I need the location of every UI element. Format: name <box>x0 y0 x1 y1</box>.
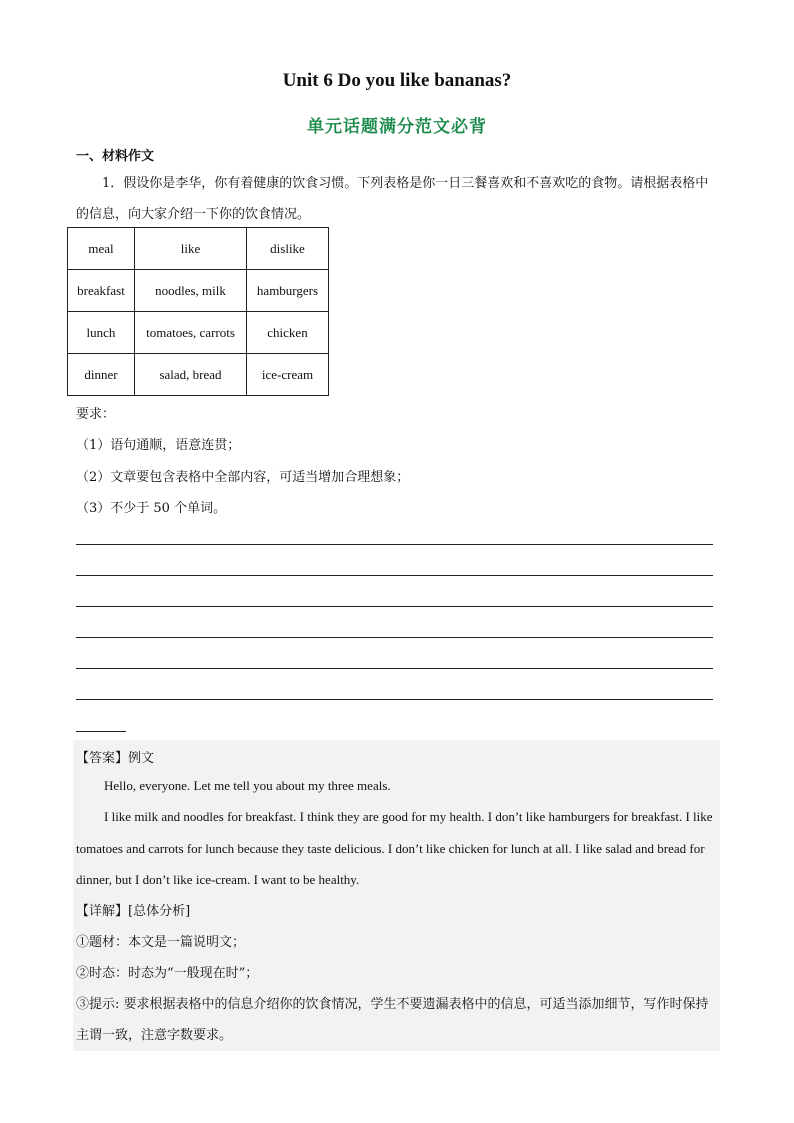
detail-item: ②时态：时态为“一般现在时”； <box>76 966 259 981</box>
table-cell: lunch <box>68 312 135 354</box>
requirement-item: （1）语句通顺，语意连贯； <box>76 438 241 453</box>
table-header-cell: like <box>135 228 247 270</box>
detail-item: ①题材：本文是一篇说明文； <box>76 935 246 950</box>
section-heading: 一、材料作文 <box>76 149 155 164</box>
table-cell: noodles, milk <box>135 270 247 312</box>
answer-paragraph: Hello, everyone. Let me tell you about my three meals. <box>104 778 391 793</box>
writing-prompt: 1．假设你是李华，你有着健康的饮食习惯。下列表格是你一日三餐喜欢和不喜欢吃的食物。请根据表格中的信息，向大家介绍一下你的饮食情况。 <box>76 176 709 222</box>
table-cell: tomatoes, carrots <box>135 312 247 354</box>
answer-paragraph: I like milk and noodles for breakfast. I think they are good for my health. I don’t like hamburgers for breakfast. I like tomatoes and carrots for lunch because they taste delicious. I don’t like chicken for lunch at all. I like salad and bread for dinner, but I don’t like ice-cream. I want to be healthy. <box>76 809 713 887</box>
detail-label: 【详解】[总体分析] <box>76 904 191 919</box>
writing-line <box>76 668 713 669</box>
page-title: Unit 6 Do you like bananas? <box>282 70 512 91</box>
page-subtitle: 单元话题满分范文必背 <box>307 117 487 137</box>
table-cell: salad, bread <box>135 354 247 396</box>
table-row <box>68 354 329 396</box>
meal-table <box>67 227 329 396</box>
table-cell: ice-cream <box>247 354 329 396</box>
requirement-item: （2）文章要包含表格中全部内容，可适当增加合理想象； <box>76 470 410 485</box>
writing-line <box>76 575 713 576</box>
table-cell: dinner <box>68 354 135 396</box>
requirement-item: （3）不少于 50 个单词。 <box>76 501 227 516</box>
table-row <box>68 270 329 312</box>
writing-line <box>76 637 713 638</box>
writing-line-end <box>76 731 126 732</box>
table-cell: breakfast <box>68 270 135 312</box>
table-header-cell: dislike <box>247 228 329 270</box>
table-cell: hamburgers <box>247 270 329 312</box>
writing-line <box>76 606 713 607</box>
table-header-cell: meal <box>68 228 135 270</box>
table-cell: chicken <box>247 312 329 354</box>
answer-label: 【答案】例文 <box>76 751 155 766</box>
requirements-label: 要求： <box>76 407 116 422</box>
table-row <box>68 312 329 354</box>
writing-line <box>76 699 713 700</box>
detail-item: ③提示: 要求根据表格中的信息介绍你的饮食情况，学生不要遗漏表格中的信息，可适当添加细节，写作时保持主谓一致，注意字数要求。 <box>76 997 709 1043</box>
writing-line <box>76 544 713 545</box>
table-header-row <box>68 228 329 270</box>
